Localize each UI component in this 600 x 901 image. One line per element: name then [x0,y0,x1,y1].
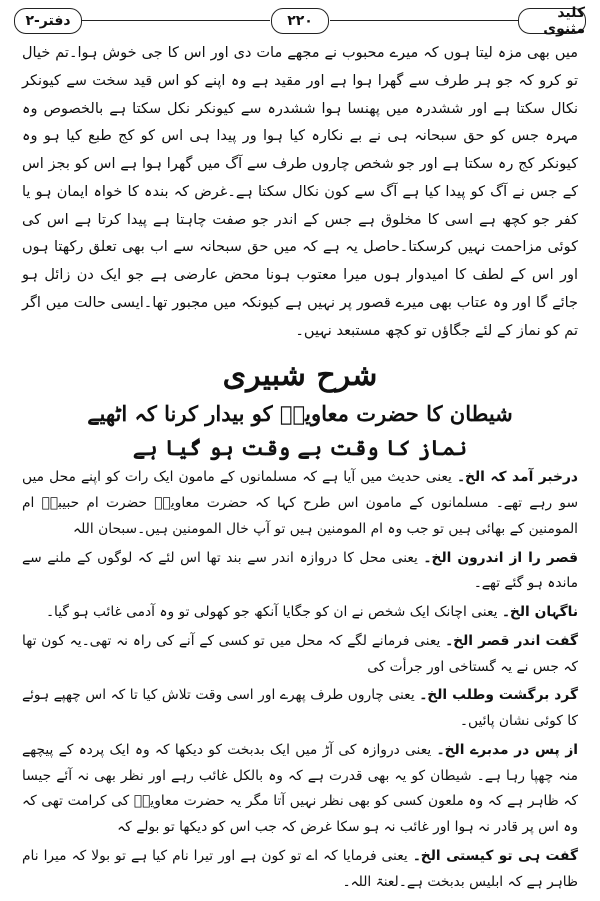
header-rule-left [82,20,270,21]
explanation-paragraph [22,738,578,841]
explanation-text: یعنی فرمایا کہ اے تو کون ہے اور تیرا نام کیا ہے تو بولا کہ میرا نام ظاہر ہے کہ ابلیس بدبخت ہے۔لعنۃ اللہ۔ [22,847,578,890]
verse-marker: گرد برگشت وطلب الخ۔ [419,687,578,704]
top-paragraph: میں بھی مزہ لیتا ہوں کہ میرے محبوب نے مجھے مات دی اور اس کا جی خوش ہوا۔تم خیال تو کرو کہ جو ہر طرف سے گھرا ہوا ہے اور مقید ہے وہ اپنے کو اس قید سخت سے کیونکر نکال سکتا ہے اور ششدرہ میں پھنسا ہوا ششدرہ سے کیونکر نکل سکتا ہے بالخصوص وہ مہرہ جس کو حق سبحانہ ہی نے بے نکارہ کیا ہوا ور پیدا ہی اس کو کج طبع کیا ہو وہ کیونکر کج رہ سکتا ہے اور جو شخص چاروں طرف سے آگ میں گھرا ہوا ہے اس کو بجز اس کے جس نے آگ کو پیدا کیا ہے آگ سے کون نکال سکتا ہے۔غرض کہ بندہ کا خواہ ایمان ہو یا کفر جو کچھ ہے اسی کا مخلوق ہے جس کے اندر جو صفت چاہتا ہے پیدا کرتا ہے اس کی کوئی مزاحمت نہیں کرسکتا۔حاصل یہ ہے کہ میں حق سبحانہ سے اب بھی تعلق رکھتا ہوں اور اس کے لطف کا امیدوار ہوں میرا معتوب ہونا محض عارضی ہے جو ایک دن زائل ہو جائے گا اور وہ عتاب بھی میرے قصور پر نہیں ہے کیونکہ میں مجبور تھا۔ایسی حالت میں اگر تم کو نماز کے لئے جگاؤں تو کچھ مستبعد نہیں۔ [22,45,578,339]
explanation-text: یعنی محل کا دروازہ اندر سے بند تھا اس لئے کہ لوگوں کے ملنے سے ماندہ ہو گئے تھے۔ [22,549,578,592]
explanation-text: یعنی چاروں طرف پھرے اور اسی وقت تلاش کیا تا کہ اس چھپے ہوئے کا کوئی نشان پائیں۔ [22,687,578,729]
verse-marker: ناگہان الخ۔ [501,604,578,620]
explanation-paragraph [22,844,578,896]
explanation-paragraph [22,465,578,542]
explanation-text: یعنی فرمانے لگے کہ محل میں تو کسی کے آنے کی راہ نہ تھی۔یہ کون تھا کہ جس نے یہ گستاخی اور جرأت کی [22,632,578,675]
explanation-text: یعنی اچانک ایک شخص نے ان کو جگایا آنکھ جو کھولی تو وہ آدمی غائب ہو گیا۔ [45,604,498,620]
verse-marker: قصر را از اندرون الخ۔ [423,549,578,566]
verse-marker: گفت اندر قصر الخ۔ [445,632,579,649]
page-number: ۲۲۰ [271,8,329,34]
header-rule-right [330,20,518,21]
volume-label: دفتر-۲ [14,8,82,34]
explanation-paragraph [22,629,578,681]
explanation-paragraph [22,546,578,598]
section-title: شرح شبیری [222,358,378,394]
verse-marker: گفت ہی تو کیستی الخ۔ [412,847,579,864]
book-title: کلید مثنوی [518,8,586,34]
explanation-text: یعنی دروازہ کی آڑ میں ایک بدبخت کو دیکھا کہ وہ ایک پردہ کے پیچھے منہ چھپا رہا ہے۔ شیطان کو یہ بھی قدرت ہے کہ وہ بالکل غائب رہے اور نظر بھی نہ آئے جیسا کہ ظاہر ہے کہ وہ ملعون کسی کو بھی نظر نہیں آتا مگر یہ حضرت معاویہؓ کی کرامت تھی کہ وہ اس پر قادر نہ ہوا اور غائب نہ ہو سکا غرض کہ جب اس کو دیکھا تو بولے کہ [22,741,578,835]
explanation-paragraph [22,600,578,626]
verse-marker: درخبر آمد کہ الخ۔ [456,469,578,486]
subtitle-line-2: نماز کا وقت بے وقت ہو گیا ہے [132,435,468,461]
explanation-text: یعنی حدیث میں آیا ہے کہ مسلمانوں کے مامون ایک رات کو اپنے محل میں سو رہے تھے۔ مسلمانوں کے مامون اس طرح کہا کہ حضرت معاویہؓ حضرت ام حبیبہؓ ام المومنین کے بھائی ہیں تو جب وہ ام المومنین ہیں تو آپ خال المومنین ہیں۔سبحان اللہ [22,469,578,537]
verse-marker: از پس در مدبرے الخ۔ [436,741,579,758]
explanation-paragraph [22,683,578,735]
page-header [14,5,586,37]
subtitle-line-1: شیطان کا حضرت معاویہؓ کو بیدار کرنا کہ اٹھیے [87,401,513,427]
page-body [22,40,578,895]
